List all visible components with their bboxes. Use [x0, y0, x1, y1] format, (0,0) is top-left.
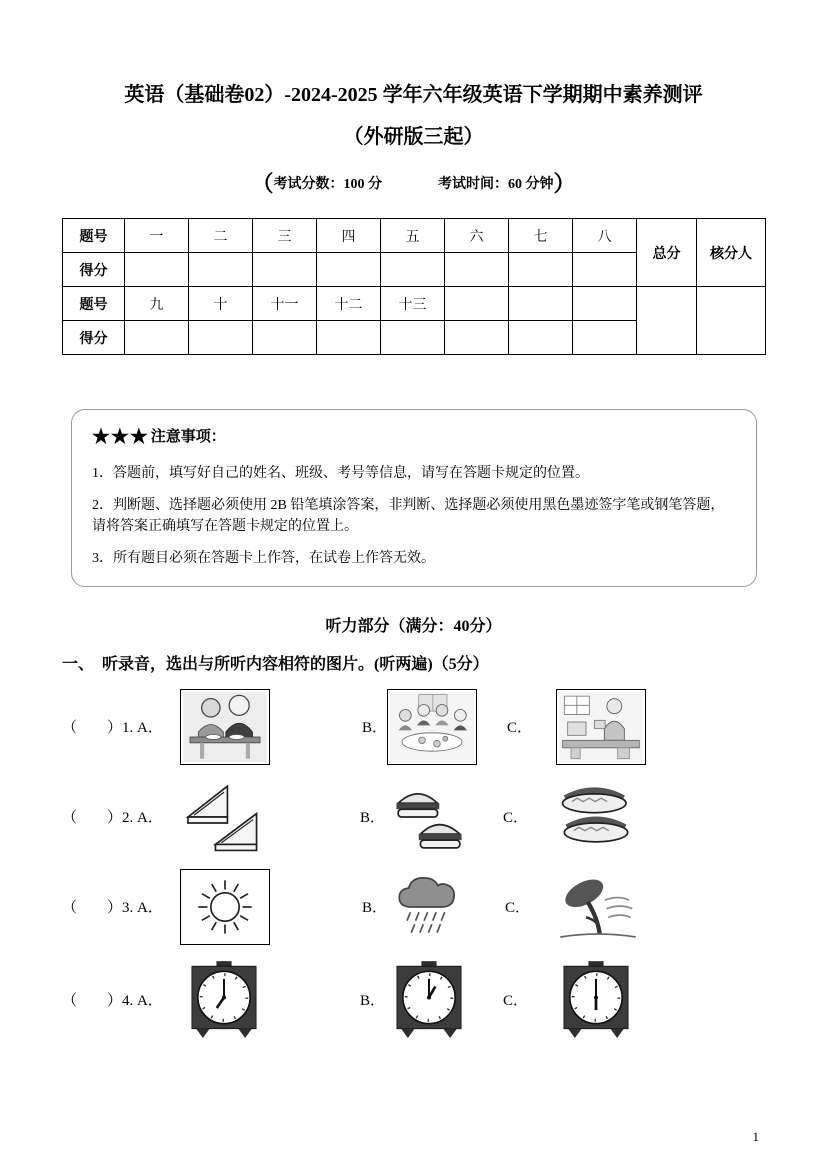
table-cell: 十二 [317, 287, 381, 321]
notice-box [71, 409, 757, 587]
exam-info-text: 考试分数：100 分 考试时间：60 分钟 [273, 177, 554, 192]
table-cell-empty [253, 253, 317, 287]
table-cell-empty [573, 253, 637, 287]
q4-option-b-label: B． [360, 993, 386, 1010]
q4-answer-blank: （ ）4. A． [62, 993, 163, 1010]
score-table [62, 218, 766, 355]
info-paren-open: （ [251, 171, 274, 196]
q4-option-c-label: C． [503, 993, 529, 1010]
table-cell-empty [381, 253, 445, 287]
clock-seven-oclock-icon [186, 961, 262, 1039]
q3-option-b-label: B． [362, 900, 388, 917]
notice-item: 1．答题前，填写好自己的姓名、班级、考号等信息，请写在答题卡规定的位置。 [92, 466, 589, 481]
table-cell: 五 [381, 219, 445, 253]
q3-answer-blank: （ ）3. A． [62, 900, 163, 917]
q2-option-a-image [180, 780, 268, 854]
q2-option-b-image [385, 780, 473, 854]
question-row-3 [62, 869, 765, 945]
table-cell-empty [509, 287, 573, 321]
q1-option-c-label: C． [507, 720, 533, 737]
q4-option-a-image [180, 960, 268, 1040]
info-paren-close: ） [553, 171, 576, 196]
table-cell: 十一 [253, 287, 317, 321]
q3-option-c-label: C． [505, 900, 531, 917]
q1-option-a-image [180, 689, 270, 765]
q1-option-b-label: B． [362, 720, 388, 737]
stars-icon: ★★★ [92, 426, 149, 448]
table-cell-empty [637, 287, 697, 355]
clock-six-oclock-icon [558, 961, 634, 1039]
table-cell-empty [573, 321, 637, 355]
part1-heading: 一、 听录音，选出与所听内容相符的图片。(听两遍)（5分） [62, 655, 489, 673]
table-cell-empty [125, 321, 189, 355]
q3-option-c-image [554, 870, 642, 944]
question-row-2 [62, 780, 765, 854]
notice-item: 3．所有题目必须在答题卡上作答，在试卷上作答无效。 [92, 551, 435, 567]
table-cell-empty [317, 253, 381, 287]
table-cell: 八 [573, 219, 637, 253]
exam-subtitle: （外研版三起） [343, 126, 484, 148]
table-cell-empty [189, 253, 253, 287]
table-cell-empty [573, 287, 637, 321]
family-gathering-icon [390, 692, 474, 762]
table-cell-empty [697, 287, 766, 355]
table-cell-empty [189, 321, 253, 355]
grader-cell: 核分人 [697, 219, 766, 287]
q2-answer-blank: （ ）2. A． [62, 810, 163, 827]
score-label: 得分 [63, 321, 125, 355]
total-score-cell: 总分 [637, 219, 697, 287]
table-cell: 十三 [381, 287, 445, 321]
hot-dogs-icon [553, 781, 639, 853]
kitchen-scene-icon [559, 692, 643, 762]
page-number: 1 [752, 1129, 759, 1144]
table-row-qnum-1 [63, 219, 766, 253]
table-cell: 四 [317, 219, 381, 253]
table-cell: 十 [189, 287, 253, 321]
table-cell-empty [381, 321, 445, 355]
table-cell: 一 [125, 219, 189, 253]
table-cell: 二 [189, 219, 253, 253]
q2-option-b-label: B． [360, 810, 386, 827]
table-cell-empty [445, 287, 509, 321]
q3-option-a-image [180, 869, 270, 945]
q2-option-c-label: C． [503, 810, 529, 827]
table-cell: 三 [253, 219, 317, 253]
table-cell-empty [509, 253, 573, 287]
table-cell-empty [317, 321, 381, 355]
qnum-label: 题号 [63, 287, 125, 321]
q1-option-c-image [556, 689, 646, 765]
q1-option-b-image [387, 689, 477, 765]
qnum-label: 题号 [63, 219, 125, 253]
q3-option-b-image [387, 870, 475, 944]
table-cell-empty [509, 321, 573, 355]
q4-option-c-image [552, 960, 640, 1040]
table-cell-empty [445, 253, 509, 287]
q2-option-c-image [552, 780, 640, 854]
score-label: 得分 [63, 253, 125, 287]
table-cell: 七 [509, 219, 573, 253]
q4-option-b-image [385, 960, 473, 1040]
table-cell-empty [125, 253, 189, 287]
windy-tree-icon [555, 871, 641, 943]
sun-icon [183, 872, 267, 942]
rain-cloud-icon [388, 871, 474, 943]
question-row-4 [62, 960, 765, 1040]
notice-title [92, 422, 736, 453]
notice-item: 2．判断题、选择题必须使用 2B 铅笔填涂答案，非判断、选择题必须使用黑色墨迹签字笔或钢笔答题，请将答案正确填写在答题卡规定的位置上。 [92, 497, 725, 535]
q1-answer-blank: （ ）1. A． [62, 720, 163, 737]
clock-one-oclock-icon [391, 961, 467, 1039]
elderly-couple-dining-icon [183, 692, 267, 762]
table-row-qnum-2 [63, 287, 766, 321]
exam-info-line [62, 167, 765, 198]
exam-title: 英语（基础卷02）-2024-2025 学年六年级英语下学期期中素养测评 [124, 84, 703, 106]
sandwiches-icon [181, 781, 267, 853]
listening-section-title: 听力部分（满分：40分） [325, 617, 502, 635]
question-row-1 [62, 689, 765, 765]
hamburgers-icon [386, 781, 472, 853]
table-cell: 九 [125, 287, 189, 321]
table-cell-empty [445, 321, 509, 355]
table-cell: 六 [445, 219, 509, 253]
notice-title-text: 注意事项： [150, 428, 226, 445]
table-cell-empty [253, 321, 317, 355]
